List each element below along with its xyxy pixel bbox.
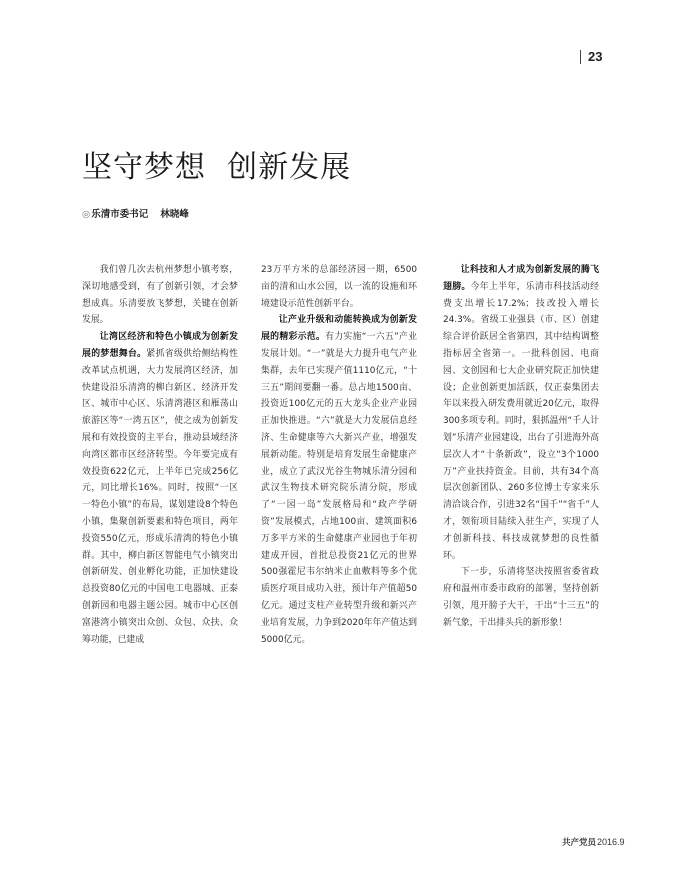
column-2 [261,262,417,648]
paragraph-heading: 让湾区经济和特色小镇成为创新发展的梦想舞台。 [82,332,238,359]
paragraph [82,262,238,329]
paragraph [261,312,417,648]
paragraph [82,329,238,648]
issue-number: 2016.9 [597,837,625,847]
paragraph-text: 下一步，乐清将坚决按照省委省政府和温州市委市政府的部署，坚持创新引领，甩开膀子大干，干出“十三五”的新气象，干出排头兵的新形象！ [443,567,599,628]
author-name: 林晓峰 [160,209,189,220]
paragraph-continued [261,262,417,312]
footer [562,836,625,848]
paragraph-text: 紧抓省级供给侧结构性改革试点机遇，大力发展湾区经济，加快建设沿乐清湾的柳白新区、经济开发区、城市中心区、乐清湾港区和雁荡山旅游区等“一湾五区”，使之成为创新发展和有效投资的主平台，推动县域经济向湾区都市区经济转型。今年要完成有效投资622亿元，上半年已完成256亿元，同比增长16%。同时，按照“一区一特色小镇”的布局，谋划建设8个特色小镇，集聚创新要素和特色项目，两年投资550亿元，形成乐清湾的特色小镇群。其中，柳白新区智能电气小镇突出创新研发、创业孵化功能，正加快建设总投资80亿元的中国电工电器城、正泰创新园和电器主题公园。城市中心区创富港湾小镇突出众创、众包、众扶、众筹功能，已建成 [82,348,239,645]
column-3 [443,262,599,632]
page-number: 23 [580,50,602,64]
paragraph-text: 今年上半年，乐清市科技活动经费支出增长17.2%；技改投入增长24.3%。省级工业强县（市、区）创建综合评价跃居全省第四，其中结构调整指标居全省第一。一批科创园、电商园、文创园和七大企业研究院正加快建设；企业创新更加活跃，仅正泰集团去年以来投入研发费用就近20亿元，取得300多项专利。同时，狠抓温州“千人计划”乐清产业园建设，出台了引进海外高层次人才“十条新政”，设立“3个1000万”产业扶持资金。目前，共有34个高层次创新团队、260多位博士专家来乐清洽谈合作，引进32名“国千”“省千”人才，领衔项目陆续入驻生产，实现了人才创新科技、科技成就梦想的良性循环。 [443,281,600,561]
paragraph-heading: 让产业升级和动能转换成为创新发展的精彩示范。 [261,315,417,343]
paragraph-text: 我们曾几次去杭州梦想小镇考察，深切地感受到，有了创新引领，才会梦想成真。乐清要放飞梦想，关键在创新发展。 [82,265,238,326]
paragraph [443,262,599,564]
column-1 [82,262,238,648]
paragraph-text: 有力实施“一六五”产业发展计划。“一”就是大力提升电气产业集群，去年已实现产值1110亿元，“十三五”期间要翻一番。总占地1500亩、投资近100亿元的五大龙头企业产业园正加快推进。“六”就是大力发展信息经济、生命健康等六大新兴产业，增强发展新动能。特别是培育发展生命健康产业，成立了武汉光谷生物城乐清分园和武汉生物技术研究院乐清分院，形成了“一园一岛”发展格局和“政产学研资”发展模式，占地100亩、建筑面积6万多平方米的生命健康产业园也于年初建成开园，首批总投资21亿元的世界500强霍尼韦尔纳米止血敷料等多个优质医疗项目成功入驻，预计年产值超50亿元。通过支柱产业转型升级和新兴产业培育发展，力争到2020年年产值达到5000亿元。 [261,332,418,645]
article-title: 坚守梦想 创新发展 [82,150,352,185]
magazine-name: 共产党员 [562,838,597,848]
byline-mark-icon: ◎ [82,209,91,220]
paragraph-text: 23万平方米的总部经济园一期，6500亩的清和山水公园，以一流的设施和环境建设示范性创新平台。 [261,265,417,309]
paragraph [443,564,599,631]
byline [82,206,189,220]
paragraph-heading: 让科技和人才成为创新发展的腾飞翅膀。 [443,265,599,292]
author-position: 乐清市委书记 [91,209,149,220]
